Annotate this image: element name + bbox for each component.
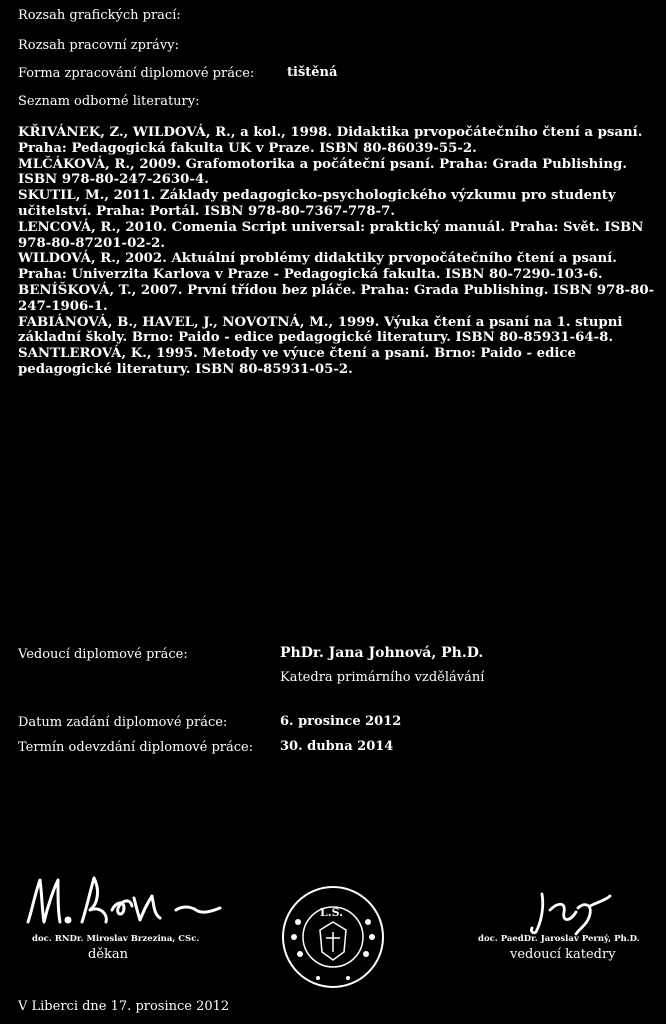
reference-item: LENCOVÁ, R., 2010. Comenia Script universal: praktický manuál. Praha: Svět. ISBN 978-80-87201-02-2. bbox=[18, 219, 644, 251]
field-value: tištěná bbox=[287, 65, 338, 80]
official-seal-image bbox=[278, 882, 388, 992]
reference-list bbox=[18, 125, 658, 378]
reference-item: SKUTIL, M., 2011. Základy pedagogicko-psychologického výzkumu pro studenty učitelství. Praha: Portál. ISBN 978-80-7367-778-7. bbox=[18, 188, 616, 219]
department-head-name: doc. PaedDr. Jaroslav Perný, Ph.D. bbox=[478, 934, 640, 944]
reference-item: WILDOVÁ, R., 2002. Aktuální problémy didaktiky prvopočátečního čtení a psaní. Praha: Univerzita Karlova v Praze - Pedagogická fakulta. ISBN 80-7290-103-6. bbox=[18, 251, 617, 283]
reference-item: SANTLEROVÁ, K., 1995. Metody ve výuce čtení a psaní. Brno: Paido - edice pedagogické literatury. ISBN 80-85931-05-2. bbox=[18, 346, 576, 377]
supervisor-label: Vedoucí diplomové práce: bbox=[18, 647, 188, 662]
field-label: Forma zpracování diplomové práce: bbox=[18, 66, 255, 81]
dean-signature-image bbox=[20, 870, 230, 930]
date-label: Datum zadání diplomové práce: bbox=[18, 715, 228, 730]
dean-name: doc. RNDr. Miroslav Brzezina, CSc. bbox=[32, 934, 200, 944]
department-head-signature-image bbox=[520, 888, 620, 938]
supervisor-name: PhDr. Jana Johnová, Ph.D. bbox=[280, 645, 484, 661]
date-label: Termín odevzdání diplomové práce: bbox=[18, 740, 254, 755]
reference-item: BENÍŠKOVÁ, T., 2007. První třídou bez pláče. Praha: Grada Publishing. ISBN 978-80-247-1906-1. bbox=[18, 282, 655, 314]
field-label: Rozsah pracovní zprávy: bbox=[18, 38, 179, 53]
reference-item: KŘIVÁNEK, Z., WILDOVÁ, R., a kol., 1998. Didaktika prvopočátečního čtení a psaní. Praha: Pedagogická fakulta UK v Praze. ISBN 80-86039-55-2. bbox=[18, 125, 643, 156]
field-label: Seznam odborné literatury: bbox=[18, 94, 200, 109]
reference-item: FABIÁNOVÁ, B., HAVEL, J., NOVOTNÁ, M., 1999. Výuka čtení a psaní na 1. stupni základní školy. Brno: Paido - edice pedagogické literatury. ISBN 80-85931-64-8. bbox=[18, 314, 623, 346]
date-value: 30. dubna 2014 bbox=[280, 739, 394, 754]
place-and-date: V Liberci dne 17. prosince 2012 bbox=[18, 999, 230, 1014]
date-value: 6. prosince 2012 bbox=[280, 714, 402, 729]
dean-role: děkan bbox=[88, 947, 129, 962]
supervisor-department: Katedra primárního vzdělávání bbox=[280, 670, 485, 685]
field-label: Rozsah grafických prací: bbox=[18, 8, 181, 23]
department-head-role: vedoucí katedry bbox=[510, 947, 616, 962]
reference-item: MLČÁKOVÁ, R., 2009. Grafomotorika a počáteční psaní. Praha: Grada Publishing. ISBN 978-80-247-2630-4. bbox=[18, 156, 627, 188]
seal-text: L.S. bbox=[320, 906, 343, 919]
